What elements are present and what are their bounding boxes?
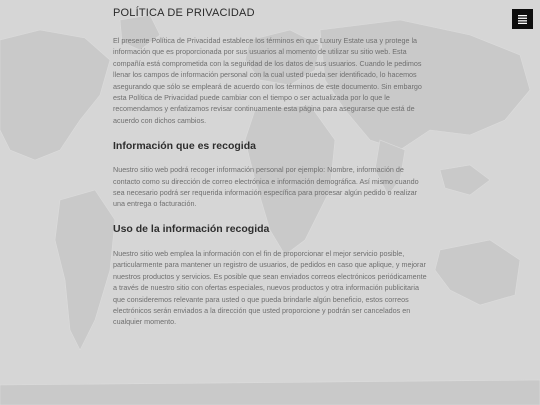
section-heading-info-use: Uso de la información recogida: [113, 222, 270, 235]
section-heading-collected-info: Información que es recogida: [113, 140, 256, 153]
section-body-info-use: Nuestro sitio web emplea la información con el fin de proporcionar el mejor servicio posible, particularmente para mantener un registro de usuarios, de pedidos en caso que aplique, y mejorar nuestros productos y servicios. Es posible que sean enviados correos electrónicos periódicamente a través de nuestro sitio con ofertas especiales, nuevos productos y otra información publicitaria que consideremos relevante para usted o que pueda brindarle algún beneficio, estos correos electrónicos serán enviados a la dirección que usted proporcione y podrán ser cancelados en cualquier momento.: [113, 248, 427, 327]
intro-paragraph: El presente Política de Privacidad establece los términos en que Luxury Estate usa y protege la información que es proporcionada por sus usuarios al momento de utilizar su sitio web. Esta compañía está comprometida con la seguridad de los datos de sus usuarios. Cuando le pedimos llenar los campos de información personal con la cual usted pueda ser identificado, lo hacemos asegurando que sólo se empleará de acuerdo con los términos de este documento. Sin embargo esta Política de Privacidad puede cambiar con el tiempo o ser actualizada por lo que le recomendamos y enfatizamos revisar continuamente esta página para asegurarse que está de acuerdo con dichos cambios.: [113, 36, 422, 125]
hamburger-menu-icon: [518, 15, 527, 24]
page-title: POLÍTICA DE PRIVACIDAD: [113, 7, 255, 19]
section-body-collected-info: Nuestro sitio web podrá recoger información personal por ejemplo: Nombre, información de contacto como su dirección de correo electrónica e información demográfica. Así mismo cuando sea necesario podrá ser requerida información específica para procesar algún pedido o realizar una entrega o facturación.: [113, 165, 419, 209]
menu-button[interactable]: [512, 9, 533, 29]
privacy-policy-content: [113, 0, 431, 328]
